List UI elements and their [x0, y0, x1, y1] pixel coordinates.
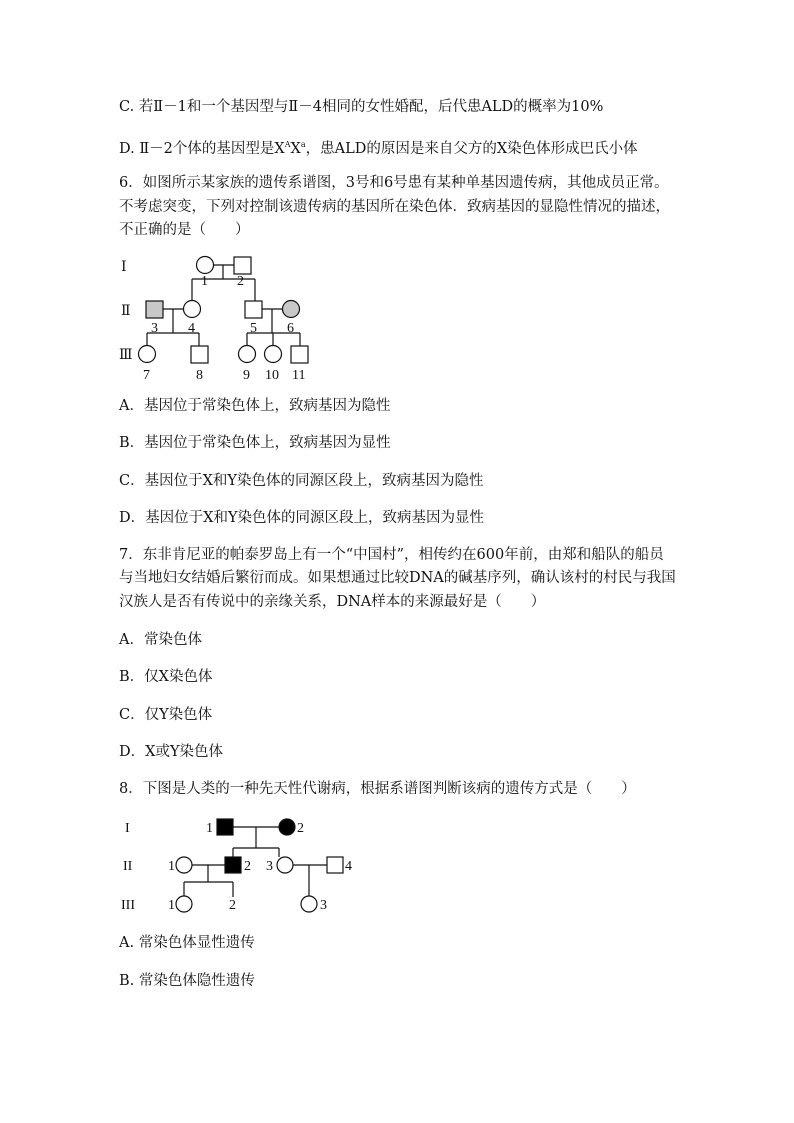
q8-label-II-3: 3: [266, 859, 273, 874]
q6-label-11: 11: [292, 368, 306, 383]
q6-label-9: 9: [243, 368, 250, 383]
q8-label-I-1: 1: [206, 821, 213, 836]
q7-option-a: A．常染色体: [119, 632, 202, 648]
q6-member-6-female-affected: [283, 301, 300, 318]
q8-III-3-female: [301, 896, 317, 912]
q8-I-2-female-affected: [279, 819, 295, 835]
q8-gen-label-2: II: [123, 859, 133, 874]
q6-member-3-male-affected: [146, 301, 163, 318]
q6-label-1: 1: [201, 274, 208, 289]
q5-option-d-sup2: a: [300, 140, 306, 149]
q8-label-III-3: 3: [320, 898, 327, 913]
q6-option-b: B．基因位于常染色体上，致病基因为显性: [119, 435, 391, 451]
q6-label-3: 3: [151, 321, 158, 336]
q7-stem-line-2: 与当地妇女结婚后繁衍而成。如果想通过比较DNA的碱基序列，确认该村的村民与我国: [119, 570, 676, 586]
q7-option-c: C．仅Y染色体: [119, 707, 213, 723]
q6-gen-label-3: Ⅲ: [119, 348, 133, 363]
q6-member-2-male: [234, 257, 251, 274]
q6-member-8-male: [191, 346, 208, 363]
q5-option-d-mid: X: [290, 140, 301, 157]
q7-option-b: B．仅X染色体: [119, 669, 213, 685]
q8-stem: 8．下图是人类的一种先天性代谢病，根据系谱图判断该病的遗传方式是（ ）: [119, 781, 636, 797]
q8-label-II-4: 4: [345, 859, 352, 874]
q6-option-a: A．基因位于常染色体上，致病基因为隐性: [119, 398, 391, 414]
q5-option-d-sup1: A: [284, 140, 291, 149]
q8-II-2-male-affected: [225, 857, 241, 873]
q8-II-3-female: [277, 857, 293, 873]
q8-label-III-1: 1: [168, 898, 175, 913]
q6-member-4-female: [184, 301, 201, 318]
q8-gen-label-3: III: [121, 898, 135, 913]
q6-label-2: 2: [237, 274, 244, 289]
q5-option-d: [119, 135, 638, 159]
q6-option-d: D．基因位于X和Y染色体的同源区段上，致病基因为显性: [119, 510, 485, 526]
q6-pedigree-chart: [110, 248, 330, 388]
q7-stem-line-1: 7．东非肯尼亚的帕泰罗岛上有一个“中国村”，相传约在600年前，由郑和船队的船员: [119, 547, 664, 563]
q8-II-4-male: [327, 857, 343, 873]
q6-label-8: 8: [196, 368, 203, 383]
q6-stem-line-2: 不考虑突变，下列对控制该遗传病的基因所在染色体．致病基因的显隐性情况的描述，: [119, 199, 670, 215]
q8-label-III-2: 2: [229, 898, 236, 913]
q8-II-1-female: [176, 857, 192, 873]
q6-option-c: C．基因位于X和Y染色体的同源区段上，致病基因为隐性: [119, 473, 484, 489]
q6-label-5: 5: [250, 321, 257, 336]
q6-member-9-female: [239, 346, 256, 363]
q6-gen-label-1: Ⅰ: [121, 260, 127, 275]
q6-stem-line-1: 6．如图所示某家族的遗传系谱图，3号和6号患有某种单基因遗传病，其他成员正常。: [119, 175, 669, 191]
q6-member-7-female: [139, 346, 156, 363]
q5-option-c: C. 若Ⅱ－1和一个基因型与Ⅱ－4相同的女性婚配，后代患ALD的概率为10%: [119, 99, 604, 115]
q6-stem-line-3: 不正确的是（ ）: [119, 222, 250, 238]
q8-gen-label-1: I: [125, 821, 130, 836]
q6-label-7: 7: [143, 368, 150, 383]
q8-I-1-male-affected: [217, 819, 233, 835]
q6-label-4: 4: [188, 321, 195, 336]
q8-option-b: B. 常染色体隐性遗传: [119, 973, 255, 989]
q8-option-a: A. 常染色体显性遗传: [119, 935, 255, 951]
q7-option-d: D．X或Y染色体: [119, 744, 224, 760]
q8-III-1-female: [176, 896, 192, 912]
q5-option-d-post: ，患ALD的原因是来自父方的X染色体形成巴氏小体: [305, 140, 638, 157]
q6-label-6: 6: [287, 321, 294, 336]
q7-stem-line-3: 汉族人是否有传说中的亲缘关系，DNA样本的来源最好是（ ）: [119, 594, 546, 610]
q6-member-10-female: [265, 346, 282, 363]
q6-member-1-female: [197, 257, 214, 274]
q6-member-11-male: [291, 346, 308, 363]
q8-label-II-1: 1: [168, 859, 175, 874]
q6-label-10: 10: [265, 368, 279, 383]
q8-pedigree-chart: [115, 810, 365, 920]
q5-option-d-pre: D. Ⅱ－2个体的基因型是X: [119, 140, 285, 157]
q6-member-5-male: [245, 301, 262, 318]
q8-label-I-2: 2: [297, 821, 304, 836]
q8-label-II-2: 2: [244, 859, 251, 874]
q6-gen-label-2: Ⅱ: [121, 304, 131, 319]
